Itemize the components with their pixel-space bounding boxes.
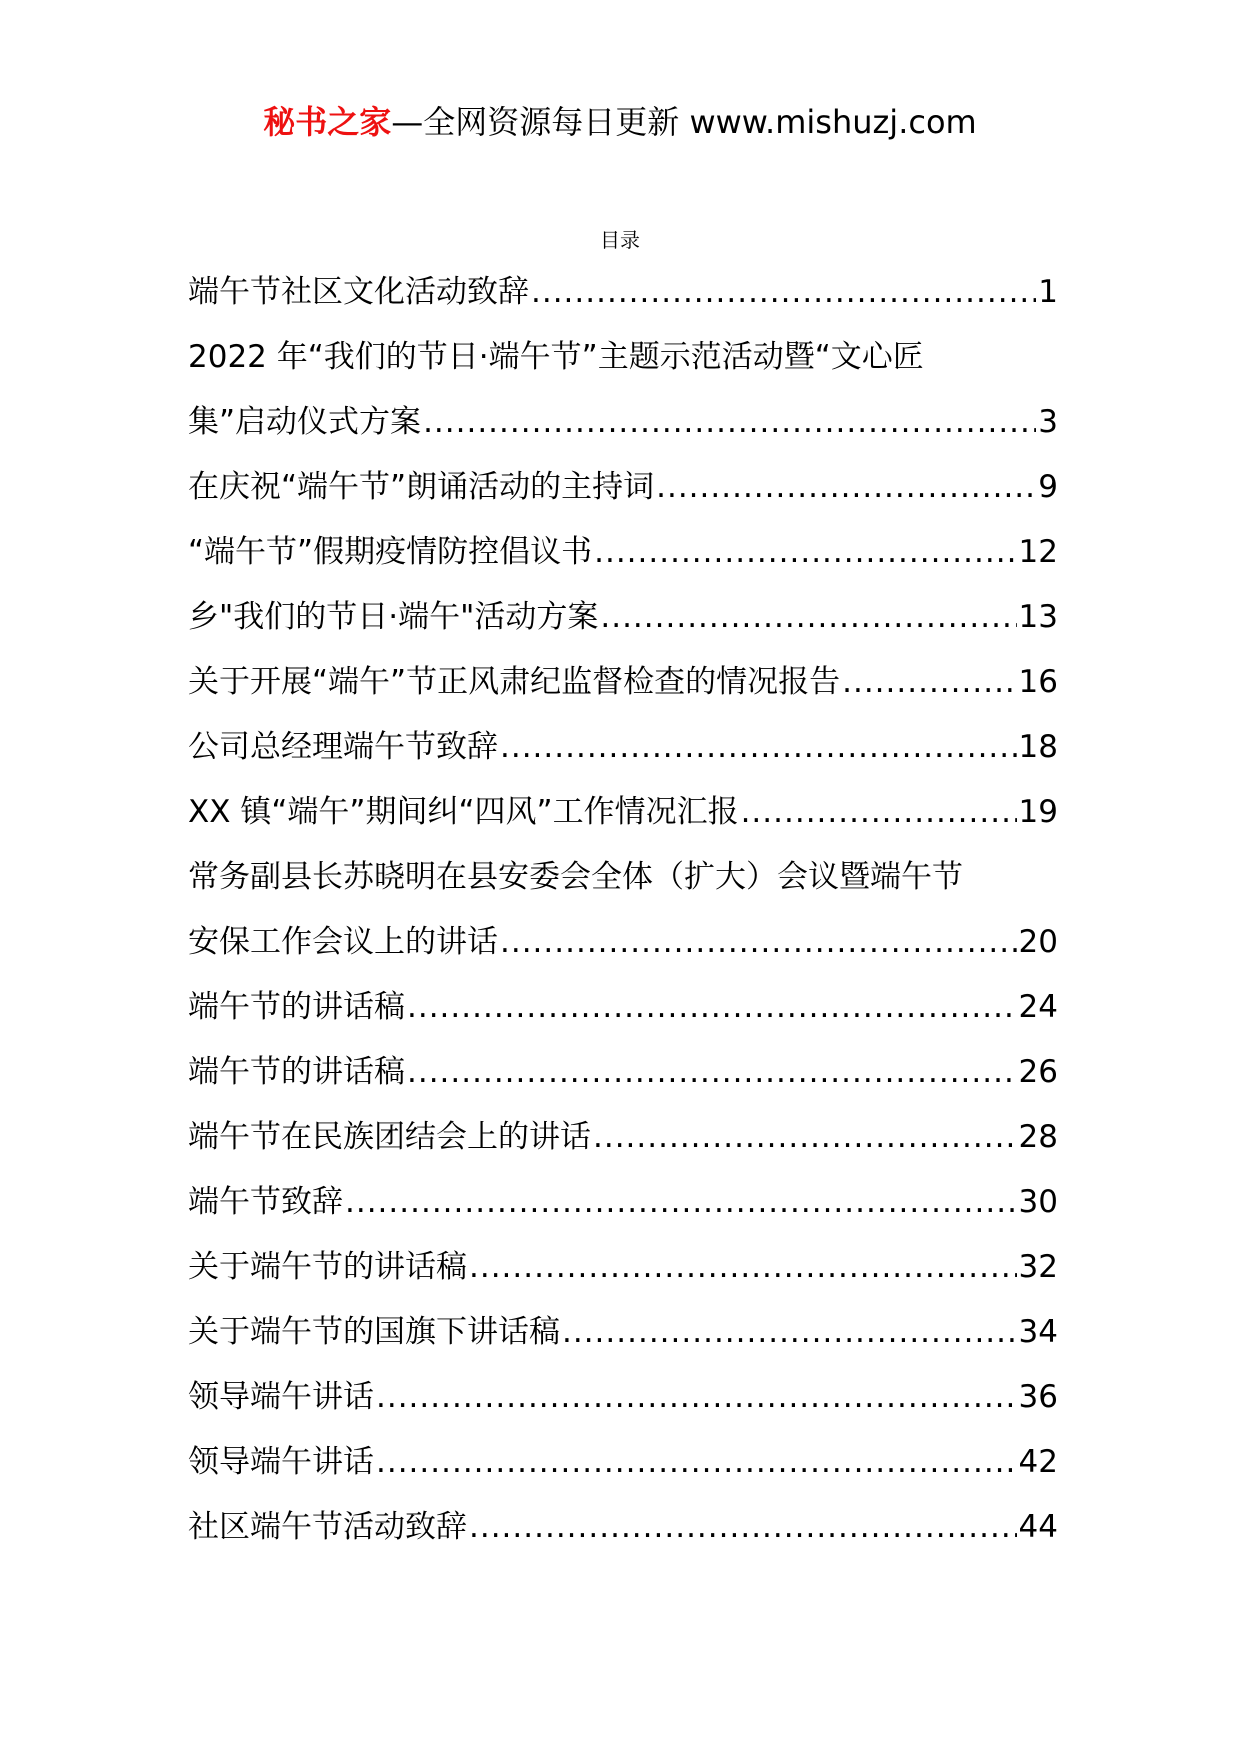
header-tagline: —全网资源每日更新 www.mishuzj.com [391,103,977,141]
toc-entry-title: 领导端午讲话 [188,1444,374,1480]
toc-entry-title: 关于端午节的讲话稿 [188,1249,467,1285]
dot-leader [842,650,1016,715]
toc-entry[interactable] [188,455,1058,520]
toc-entry-title: 集”启动仪式方案 [188,404,422,440]
dot-leader [407,975,1017,1040]
toc-page-number: 16 [1018,664,1058,700]
toc-entry[interactable] [188,1235,1058,1300]
dot-leader [741,780,1017,845]
toc-entry-first-line[interactable] [188,845,1058,910]
toc-entry[interactable] [188,1105,1058,1170]
toc-page-number: 19 [1018,794,1058,830]
toc-page-number: 20 [1018,924,1058,960]
dot-leader [562,1300,1017,1365]
toc-page-number: 3 [1038,404,1058,440]
page-header [0,102,1240,142]
toc-entry-title: 端午节致辞 [188,1184,343,1220]
toc-entry[interactable] [188,715,1058,780]
toc-entry-title: “端午节”假期疫情防控倡议书 [188,534,593,570]
toc-entry[interactable] [188,390,1058,455]
toc-entry-title: 常务副县长苏晓明在县安委会全体（扩大）会议暨端午节 [188,859,963,895]
toc-page-number: 32 [1018,1249,1058,1285]
toc-page-number: 28 [1018,1119,1058,1155]
dot-leader [531,260,1036,325]
dot-leader [600,585,1016,650]
toc-entry[interactable] [188,1040,1058,1105]
dot-leader [500,910,1017,975]
toc-page-number: 24 [1018,989,1058,1025]
toc-page-number: 18 [1018,729,1058,765]
table-of-contents [188,260,1058,1560]
dot-leader [500,715,1017,780]
dot-leader [376,1365,1017,1430]
toc-entry[interactable] [188,1430,1058,1495]
dot-leader [407,1040,1017,1105]
toc-entry-title: 领导端午讲话 [188,1379,374,1415]
dot-leader [656,455,1036,520]
toc-entry[interactable] [188,585,1058,650]
dot-leader [376,1430,1017,1495]
toc-entry-title: 关于开展“端午”节正风肃纪监督检查的情况报告 [188,664,841,700]
toc-entry[interactable] [188,650,1058,715]
toc-entry-title: 公司总经理端午节致辞 [188,729,498,765]
toc-page-number: 36 [1018,1379,1058,1415]
toc-entry-title: XX 镇“端午”期间纠“四风”工作情况汇报 [188,794,739,830]
toc-entry-title: 关于端午节的国旗下讲话稿 [188,1314,560,1350]
toc-entry[interactable] [188,1170,1058,1235]
toc-entry[interactable] [188,910,1058,975]
toc-entry[interactable] [188,780,1058,845]
toc-entry[interactable] [188,520,1058,585]
toc-entry[interactable] [188,1365,1058,1430]
toc-entry-title: 乡"我们的节日·端午"活动方案 [188,599,599,635]
toc-entry-title: 端午节的讲话稿 [188,989,405,1025]
toc-entry-title: 端午节在民族团结会上的讲话 [188,1119,591,1155]
toc-page-number: 13 [1018,599,1058,635]
toc-entry-title: 安保工作会议上的讲话 [188,924,498,960]
dot-leader [469,1235,1017,1300]
toc-entry[interactable] [188,975,1058,1040]
toc-entry[interactable] [188,260,1058,325]
toc-entry[interactable] [188,1300,1058,1365]
toc-page-number: 26 [1018,1054,1058,1090]
dot-leader [345,1170,1017,1235]
toc-page-number: 34 [1018,1314,1058,1350]
toc-page-number: 12 [1018,534,1058,570]
toc-page-number: 30 [1018,1184,1058,1220]
toc-entry-first-line[interactable] [188,325,1058,390]
dot-leader [594,520,1016,585]
toc-page-number: 9 [1038,469,1058,505]
toc-page-number: 1 [1038,274,1058,310]
dot-leader [593,1105,1017,1170]
toc-entry-title: 端午节社区文化活动致辞 [188,274,529,310]
toc-entry[interactable] [188,1495,1058,1560]
toc-entry-title: 社区端午节活动致辞 [188,1509,467,1545]
toc-title: 目录 [600,228,640,252]
dot-leader [423,390,1036,455]
toc-entry-title: 在庆祝“端午节”朗诵活动的主持词 [188,469,655,505]
toc-page-number: 42 [1018,1444,1058,1480]
brand-name: 秘书之家 [263,103,392,141]
toc-page-number: 44 [1018,1509,1058,1545]
toc-entry-title: 端午节的讲话稿 [188,1054,405,1090]
toc-entry-title: 2022 年“我们的节日·端午节”主题示范活动暨“文心匠 [188,339,924,375]
dot-leader [469,1495,1017,1560]
